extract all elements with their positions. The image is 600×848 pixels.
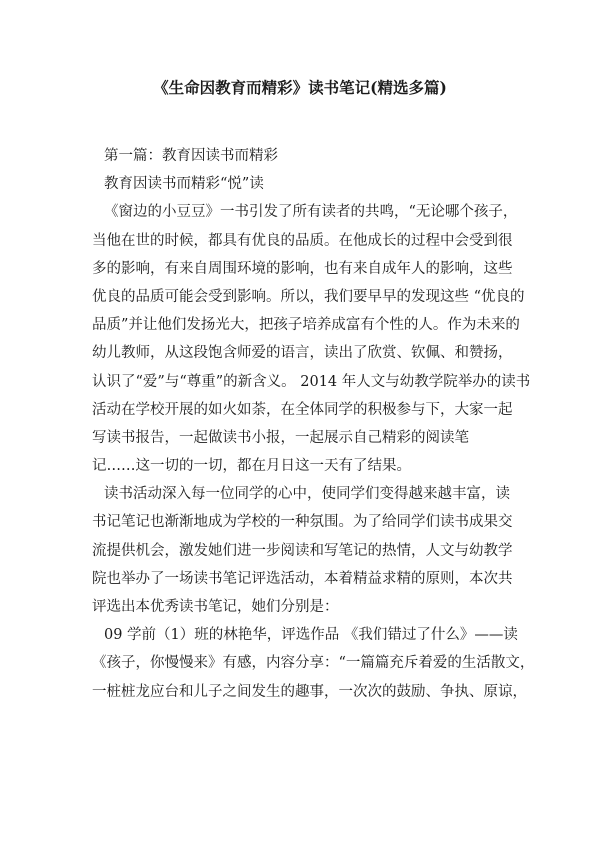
paragraph-line: 多的影响，有来自周围环境的影响，也有来自成年人的影响，这些: [92, 260, 513, 277]
paragraph-line: 认识了“爱”与“尊重”的新含义。 2014 年人文与幼教学院举办的读书: [92, 373, 531, 390]
paragraph-line: 幼儿教师，从这段饱含师爱的语言，读出了欣赏、钦佩、和赞扬，: [92, 345, 513, 362]
subheading: 教育因读书而精彩“悦”读: [104, 176, 264, 193]
document-body: [92, 142, 535, 706]
paragraph-line: 评选出本优秀读书笔记，她们分别是：: [92, 599, 339, 615]
paragraph-line: 《孩子，你慢慢来》有感，内容分享：“一篇篇充斥着爱的生活散文，: [92, 655, 535, 672]
paragraph-line: 读书活动深入每一位同学的心中，使同学们变得越来越丰富，读: [104, 486, 510, 503]
section-heading: 第一篇：教育因读书而精彩: [104, 148, 278, 164]
paragraph-2: [92, 480, 512, 621]
paragraph-line: 09 学前（1）班的林艳华，评选作品 《我们错过了什么》——读: [104, 627, 518, 644]
paragraph-line: 记……这一切的一切，都在月日这一天有了结果。: [92, 458, 411, 475]
paragraph-line: 一桩桩龙应台和儿子之间发生的趣事，一次次的鼓励、争执、原谅，: [92, 683, 527, 700]
paragraph-line: 流提供机会，激发她们进一步阅读和写笔记的热情，人文与幼教学: [92, 542, 513, 559]
paragraph-line: 《窗边的小豆豆》一书引发了所有读者的共鸣，“无论哪个孩子，: [104, 204, 518, 221]
paragraph-1: [92, 198, 531, 480]
paragraph-line: 书记笔记也渐渐地成为学校的一种氛围。为了给同学们读书成果交: [92, 514, 513, 531]
paragraph-line: 院也举办了一场读书笔记评选活动，本着精益求精的原则，本次共: [92, 570, 513, 587]
paragraph-3: [92, 621, 535, 706]
paragraph-line: 品质”并让他们发扬光大，把孩子培养成富有个性的人。作为未来的: [92, 317, 520, 334]
paragraph-line: 当他在世的时候，都具有优良的品质。在他成长的过程中会受到很: [92, 232, 513, 249]
paragraph-line: 优良的品质可能会受到影响。所以，我们要早早的发现这些 “优良的: [92, 288, 525, 305]
document-title: 《生命因教育而精彩》读书笔记(精选多篇): [153, 78, 447, 97]
paragraph-line: 写读书报告，一起做读书小报，一起展示自己精彩的阅读笔: [92, 429, 469, 446]
paragraph-line: 活动在学校开展的如火如荼，在全体同学的积极参与下，大家一起: [92, 401, 513, 418]
